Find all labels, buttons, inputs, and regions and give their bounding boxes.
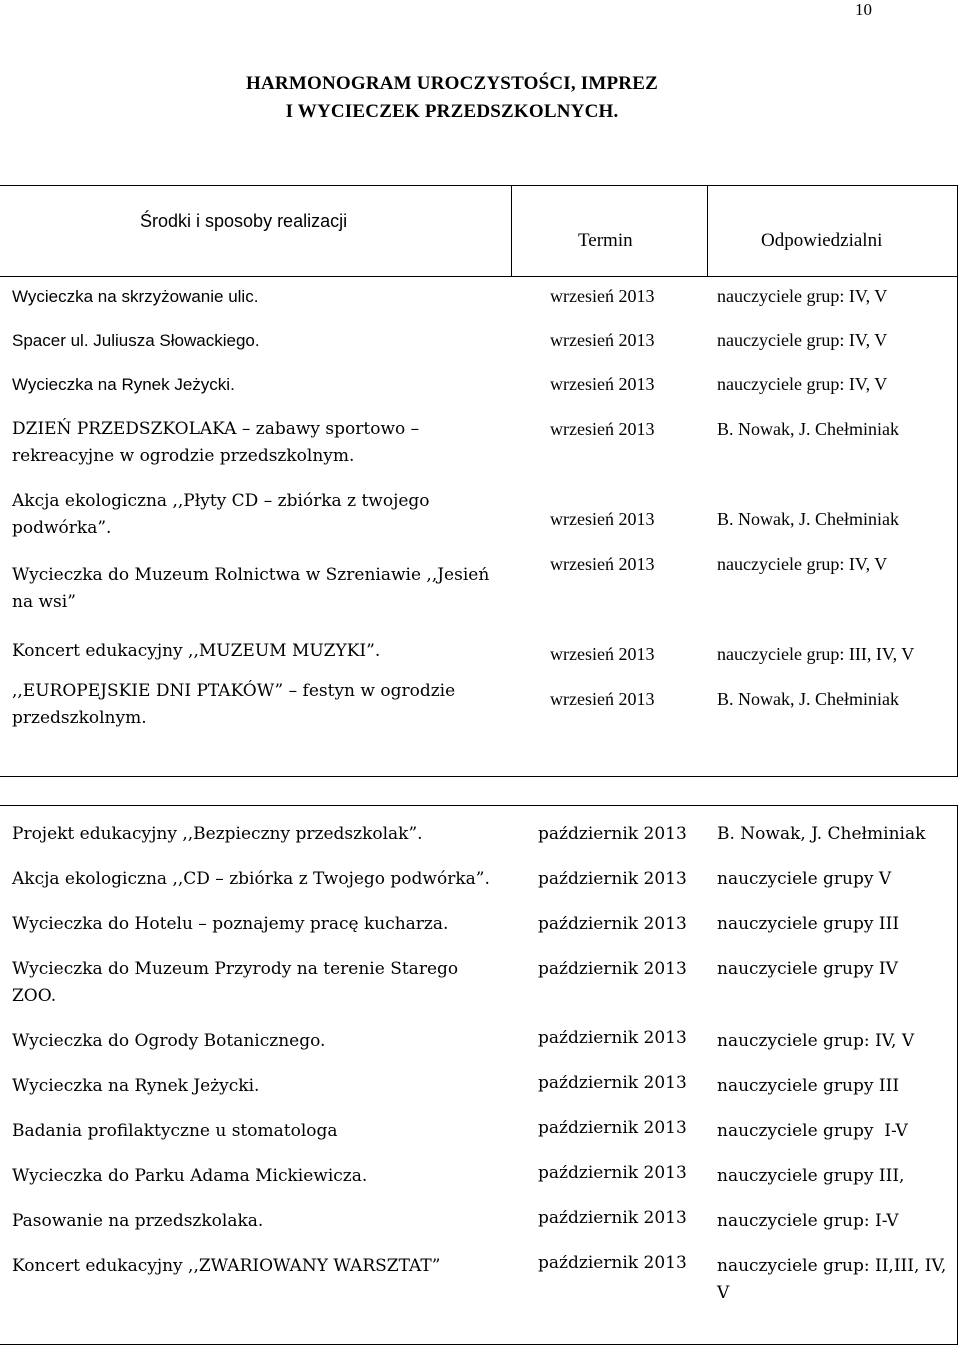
title-line-1: HARMONOGRAM UROCZYSTOŚCI, IMPREZ xyxy=(246,73,658,94)
table-cell-activity: ,,EUROPEJSKIE DNI PTAKÓW” – festyn w ogrodzie przedszkolnym. xyxy=(12,681,456,728)
table-cell-activity: Wycieczka do Muzeum Przyrody na terenie Starego ZOO. xyxy=(12,959,459,1006)
table-cell-date: październik 2013 xyxy=(538,914,687,934)
table-cell-activity: Wycieczka na skrzyżowanie ulic. xyxy=(12,287,259,306)
table-cell-date: październik 2013 xyxy=(538,1028,687,1048)
table-cell-responsible: nauczyciele grup: IV, V xyxy=(717,286,888,306)
table-cell-date: wrzesień 2013 xyxy=(550,644,655,664)
col-divider-1 xyxy=(511,185,512,276)
table-cell-activity: Spacer ul. Juliusza Słowackiego. xyxy=(12,331,260,350)
table-cell-activity: Wycieczka na Rynek Jeżycki. xyxy=(12,1076,260,1096)
table-cell-date: wrzesień 2013 xyxy=(550,689,655,709)
october-bottom-border xyxy=(0,1344,958,1345)
table-cell-responsible: nauczyciele grupy IV xyxy=(717,959,898,979)
table-cell-date: październik 2013 xyxy=(538,824,687,844)
table-cell-activity: Wycieczka do Hotelu – poznajemy pracę kucharza. xyxy=(12,914,449,934)
page-number: 10 xyxy=(855,0,872,19)
table-cell-date: październik 2013 xyxy=(538,1163,687,1183)
col-divider-2 xyxy=(707,185,708,276)
table-cell-activity: Wycieczka do Muzeum Rolnictwa w Szreniawie ,,Jesień na wsi” xyxy=(12,565,490,612)
table-cell-responsible: nauczyciele grup: I-V xyxy=(717,1211,899,1231)
table-cell-responsible: nauczyciele grupy III, xyxy=(717,1166,905,1186)
table-cell-responsible: B. Nowak, J. Chełminiak xyxy=(717,689,899,709)
table-cell-date: październik 2013 xyxy=(538,959,687,979)
table-cell-activity: Projekt edukacyjny ,,Bezpieczny przedszkolak”. xyxy=(12,824,423,844)
table-cell-responsible: nauczyciele grup: IV, V xyxy=(717,374,888,394)
table-cell-responsible: nauczyciele grupy III xyxy=(717,1076,900,1096)
table-cell-responsible: nauczyciele grupy III xyxy=(717,914,900,934)
table-cell-activity: Akcja ekologiczna ,,Płyty CD – zbiórka z twojego podwórka”. xyxy=(12,491,430,538)
table-cell-date: wrzesień 2013 xyxy=(550,419,655,439)
october-right-border xyxy=(957,805,958,1345)
table-top-border xyxy=(0,185,958,186)
table-cell-activity: Wycieczka do Parku Adama Mickiewicza. xyxy=(12,1166,368,1186)
table-cell-responsible: B. Nowak, J. Chełminiak xyxy=(717,419,899,439)
table-cell-responsible: nauczyciele grup: IV, V xyxy=(717,554,888,574)
table-cell-activity: Wycieczka na Rynek Jeżycki. xyxy=(12,375,235,394)
october-top-border xyxy=(0,805,958,806)
title-line-2: I WYCIECZEK PRZEDSZKOLNYCH. xyxy=(285,101,619,122)
table-cell-responsible: nauczyciele grup: IV, V xyxy=(717,330,888,350)
table-cell-date: wrzesień 2013 xyxy=(550,330,655,350)
table-cell-responsible: nauczyciele grup: III, IV, V xyxy=(717,644,915,664)
table-cell-responsible: B. Nowak, J. Chełminiak xyxy=(717,824,926,844)
table-cell-activity: Pasowanie na przedszkolaka. xyxy=(12,1211,264,1231)
table-cell-date: październik 2013 xyxy=(538,1073,687,1093)
table-cell-responsible: nauczyciele grupy V xyxy=(717,869,892,889)
header-responsible: Odpowiedzialni xyxy=(761,230,883,251)
header-activities: Środki i sposoby realizacji xyxy=(140,211,348,231)
table-cell-responsible: B. Nowak, J. Chełminiak xyxy=(717,509,899,529)
table-cell-date: wrzesień 2013 xyxy=(550,509,655,529)
table-right-border xyxy=(957,185,958,776)
september-bottom-border xyxy=(0,776,958,777)
table-cell-responsible: nauczyciele grup: II,III, IV, V xyxy=(717,1256,947,1303)
table-cell-date: wrzesień 2013 xyxy=(550,374,655,394)
table-cell-activity: DZIEŃ PRZEDSZKOLAKA – zabawy sportowo – rekreacyjne w ogrodzie przedszkolnym. xyxy=(12,419,420,466)
document-title xyxy=(0,70,904,126)
table-cell-responsible: nauczyciele grupy I-V xyxy=(717,1121,908,1141)
table-cell-date: październik 2013 xyxy=(538,1118,687,1138)
table-cell-activity: Wycieczka do Ogrody Botanicznego. xyxy=(12,1031,326,1051)
table-cell-activity: Koncert edukacyjny ,,MUZEUM MUZYKI”. xyxy=(12,641,381,661)
table-cell-date: październik 2013 xyxy=(538,869,687,889)
table-cell-activity: Koncert edukacyjny ,,ZWARIOWANY WARSZTAT” xyxy=(12,1256,441,1276)
table-cell-activity: Akcja ekologiczna ,,CD – zbiórka z Twojego podwórka”. xyxy=(12,869,490,889)
table-cell-date: październik 2013 xyxy=(538,1208,687,1228)
table-cell-activity: Badania profilaktyczne u stomatologa xyxy=(12,1121,338,1141)
table-cell-responsible: nauczyciele grup: IV, V xyxy=(717,1031,915,1051)
table-cell-date: październik 2013 xyxy=(538,1253,687,1273)
header-date: Termin xyxy=(578,230,633,251)
table-cell-date: wrzesień 2013 xyxy=(550,286,655,306)
table-cell-date: wrzesień 2013 xyxy=(550,554,655,574)
header-separator xyxy=(0,276,958,277)
